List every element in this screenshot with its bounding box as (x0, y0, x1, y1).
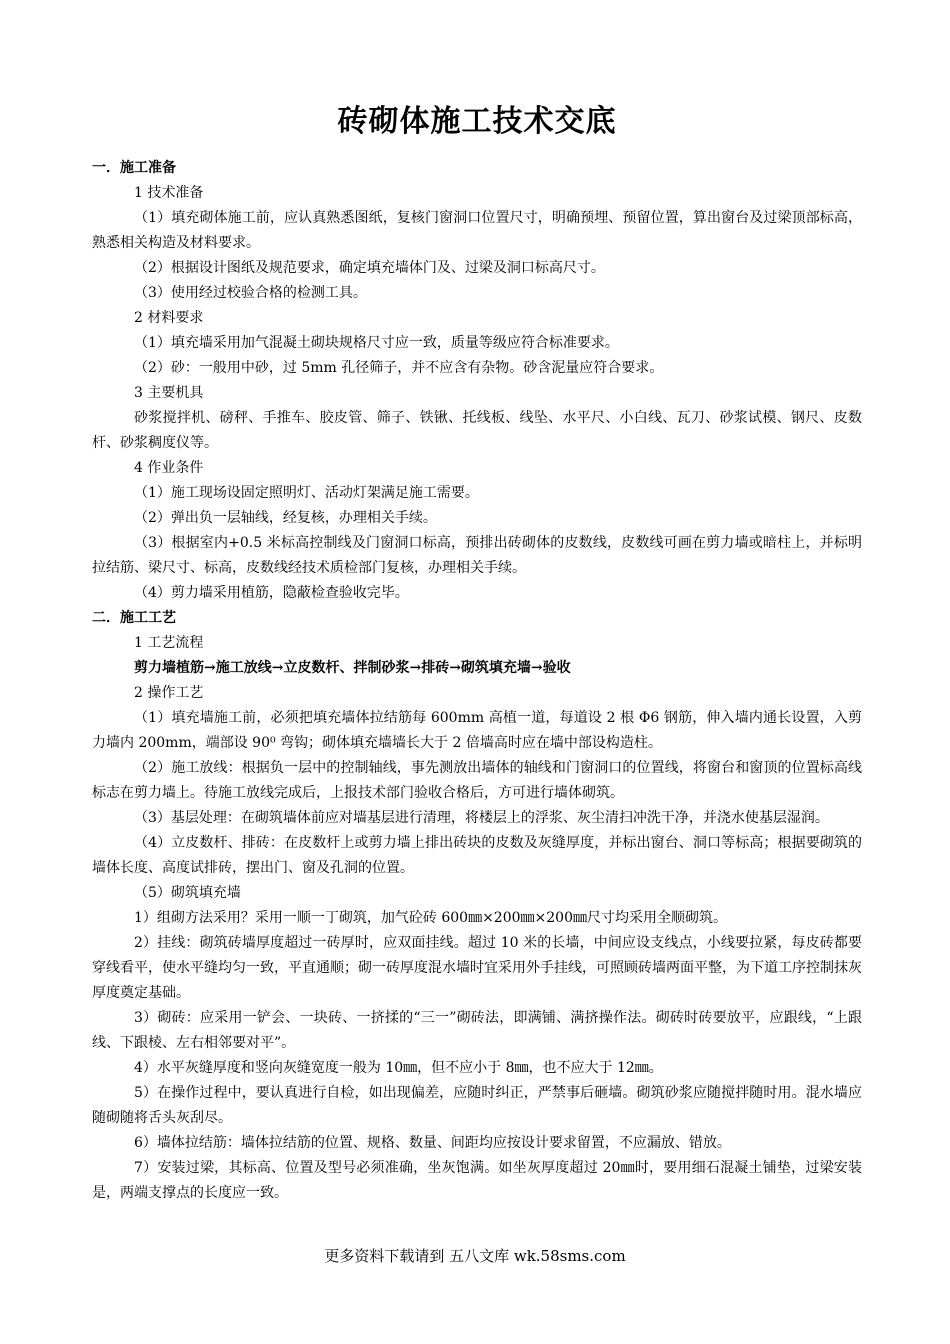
paragraph: 4）水平灰缝厚度和竖向灰缝宽度一般为 10㎜，但不应小于 8㎜，也不应大于 12㎜。 (134, 1060, 663, 1076)
paragraph: 1 技术准备 (134, 185, 204, 201)
paragraph: 2 材料要求 (134, 310, 204, 326)
section-heading: 一．施工准备 (92, 160, 176, 176)
paragraph: （5）砌筑填充墙 (134, 885, 241, 901)
paragraph: 5）在操作过程中，要认真进行自检，如出现偏差，应随时纠正，严禁事后砸墙。砌筑砂浆应随搅拌随时用。混水墙应随砌随将舌头灰刮尽。 (92, 1085, 862, 1126)
paragraph: 7）安装过梁，其标高、位置及型号必须准确，坐灰饱满。如坐灰厚度超过 20㎜时，要用细石混凝土铺垫，过梁安装是，两端支撑点的长度应一致。 (92, 1160, 862, 1201)
paragraph: （3）根据室内+0.5 米标高控制线及门窗洞口标高，预排出砖砌体的皮数线，皮数线可画在剪力墙或暗柱上，并标明拉结筋、梁尺寸、标高，皮数线经技术质检部门复核，办理相关手续。 (92, 535, 862, 576)
document-page (92, 100, 862, 1206)
paragraph: （2）弹出负一层轴线，经复核，办理相关手续。 (134, 510, 437, 526)
paragraph: （4）立皮数杆、排砖：在皮数杆上或剪力墙上排出砖块的皮数及灰缝厚度，并标出窗台、洞口等标高；根据要砌筑的墙体长度、高度试排砖，摆出门、窗及孔洞的位置。 (92, 835, 862, 876)
paragraph: 3 主要机具 (134, 385, 204, 401)
paragraph: （1）施工现场设固定照明灯、活动灯架满足施工需要。 (134, 485, 479, 501)
paragraph: 2 操作工艺 (134, 685, 204, 701)
document-title: 砖砌体施工技术交底 (337, 104, 617, 139)
paragraph: （2）施工放线：根据负一层中的控制轴线，事先测放出墙体的轴线和门窗洞口的位置线，将窗台和窗顶的位置标高线标志在剪力墙上。待施工放线完成后，上报技术部门验收合格后，方可进行墙体砌筑。 (92, 760, 862, 801)
page-footer: 更多资料下载请到 五八文库 wk.58sms.com (324, 1247, 626, 1265)
paragraph: 2）挂线：砌筑砖墙厚度超过一砖厚时，应双面挂线。超过 10 米的长墙，中间应设支线点，小线要拉紧，每皮砖都要穿线看平，使水平缝均匀一致，平直通顺；砌一砖厚度混水墙时宜采用外手挂线，可照顾砖墙两面平整，为下道工序控制抹灰厚度奠定基础。 (92, 935, 862, 1001)
paragraph: （1）填充墙施工前，必须把填充墙体拉结筋每 600mm 高植一道，每道设 2 根 Φ6 钢筋，伸入墙内通长设置，入剪力墙内 200mm，端部设 90⁰ 弯钩；砌体填充墙墙长大于 2 倍墙高时应在墙中部设构造柱。 (92, 710, 862, 751)
paragraph: （1）填充墙采用加气混凝土砌块规格尺寸应一致，质量等级应符合标准要求。 (134, 335, 619, 351)
paragraph: 1 工艺流程 (134, 635, 204, 651)
paragraph: （3）使用经过校验合格的检测工具。 (134, 285, 367, 301)
section-heading: 二．施工工艺 (92, 610, 176, 626)
paragraph: （1）填充砌体施工前，应认真熟悉图纸，复核门窗洞口位置尺寸，明确预埋、预留位置，算出窗台及过梁顶部标高，熟悉相关构造及材料要求。 (92, 210, 862, 251)
paragraph: 剪力墙植筋→施工放线→立皮数杆、拌制砂浆→排砖→砌筑填充墙→验收 (134, 660, 571, 676)
paragraph: 6）墙体拉结筋：墙体拉结筋的位置、规格、数量、间距均应按设计要求留置，不应漏放、错放。 (134, 1135, 731, 1151)
paragraph: （2）砂：一般用中砂，过 5mm 孔径筛子，并不应含有杂物。砂含泥量应符合要求。 (134, 360, 664, 376)
paragraph: 4 作业条件 (134, 460, 204, 476)
paragraph: （4）剪力墙采用植筋，隐蔽检查验收完毕。 (134, 585, 409, 601)
paragraph: 砂浆搅拌机、磅秤、手推车、胶皮管、筛子、铁锹、托线板、线坠、水平尺、小白线、瓦刀、砂浆试模、钢尺、皮数杆、砂浆稠度仪等。 (92, 410, 862, 451)
paragraph: （3）基层处理：在砌筑墙体前应对墙基层进行清理，将楼层上的浮浆、灰尘清扫冲洗干净，并浇水使基层湿润。 (134, 810, 829, 826)
paragraph: （2）根据设计图纸及规范要求，确定填充墙体门及、过梁及洞口标高尺寸。 (134, 260, 605, 276)
document-body (92, 156, 862, 1206)
paragraph: 1）组砌方法采用？采用一顺一丁砌筑，加气砼砖 600㎜×200㎜×200㎜尺寸均采用全顺砌筑。 (134, 910, 727, 926)
paragraph: 3）砌砖：应采用一铲会、一块砖、一挤揉的“三一”砌砖法，即满铺、满挤操作法。砌砖时砖要放平，应跟线，“上跟线、下跟棱、左右相邻要对平”。 (92, 1010, 862, 1051)
